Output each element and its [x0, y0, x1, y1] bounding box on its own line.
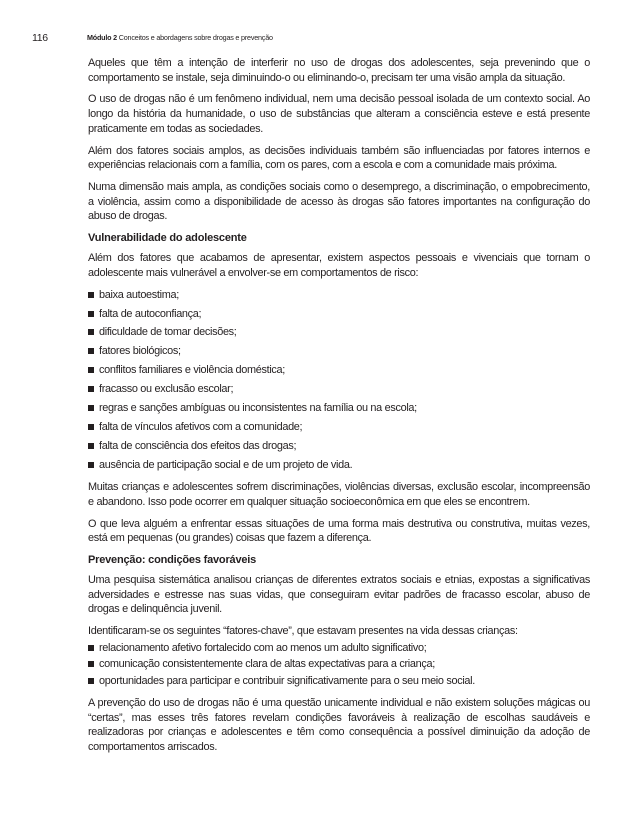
list-item-text: falta de vínculos afetivos com a comunidade;: [99, 421, 303, 434]
list-item: [88, 641, 590, 656]
section-heading-prevencao: Prevenção: condições favoráveis: [88, 554, 257, 567]
list-item: [88, 325, 590, 340]
square-bullet-icon: [88, 405, 94, 411]
running-head: [87, 32, 273, 44]
paragraph: O que leva alguém a enfrentar essas situações de uma forma mais destrutiva ou construtiva, muitas vezes, está em pequenas (ou grandes) coisas que fazem a diferença.: [88, 517, 590, 545]
list-item: [88, 307, 590, 322]
list-item: [88, 458, 590, 473]
section-heading-vulnerabilidade: Vulnerabilidade do adolescente: [88, 232, 247, 245]
key-factor-list: [88, 641, 590, 689]
paragraph: O uso de drogas não é um fenômeno individual, nem uma decisão pessoal isolada de um contexto social. Ao longo da história da humanidade, o uso de substâncias que alteram a consciência esteve e está presente praticamente em todas as sociedades.: [88, 93, 590, 135]
paragraph: Aqueles que têm a intenção de interferir no uso de drogas dos adolescentes, seja prevenindo que o comportamento se instale, seja diminuindo-o ou eliminando-o, precisam ter uma visão ampla da situação.: [88, 57, 590, 84]
paragraph: A prevenção do uso de drogas não é uma questão unicamente individual e não existem soluções mágicas ou “certas”, mas esses três fatores revelam condições favoráveis à realização de escolhas saudáveis e realizadoras por crianças e adolescentes e têm como consequência a possível diminuição da adoção de comportamentos arriscados.: [88, 697, 590, 753]
list-item: [88, 382, 590, 397]
list-item-text: falta de consciência dos efeitos das drogas;: [99, 440, 297, 453]
square-bullet-icon: [88, 329, 94, 335]
list-item: [88, 344, 590, 359]
list-item-text: conflitos familiares e violência doméstica;: [99, 364, 285, 377]
list-item-text: falta de autoconfiança;: [99, 307, 202, 320]
square-bullet-icon: [88, 462, 94, 468]
risk-factor-list: [88, 288, 590, 473]
list-item-text: regras e sanções ambíguas ou inconsistentes na família ou na escola;: [99, 402, 417, 415]
list-item: [88, 401, 590, 416]
square-bullet-icon: [88, 645, 94, 651]
list-item-text: ausência de participação social e de um projeto de vida.: [99, 459, 353, 472]
module-subtitle: Conceitos e abordagens sobre drogas e prevenção: [118, 33, 273, 42]
square-bullet-icon: [88, 661, 94, 667]
list-item: [88, 657, 590, 672]
list-item-text: relacionamento afetivo fortalecido com ao menos um adulto significativo;: [99, 641, 427, 654]
paragraph: Além dos fatores sociais amplos, as decisões individuais também são influenciadas por fatores internos e experiências relacionais com a família, com os pares, com a escola e com a comunidade mais próxima.: [88, 144, 590, 172]
list-item-text: oportunidades para participar e contribuir significativamente para o seu meio social.: [99, 674, 475, 687]
list-item-text: comunicação consistentemente clara de altas expectativas para a criança;: [99, 658, 435, 671]
page-body: [88, 56, 590, 762]
list-item: [88, 420, 590, 435]
paragraph: Uma pesquisa sistemática analisou crianças de diferentes extratos sociais e etnias, expostas a significativas adversidades e estresse nas suas vidas, que conseguiram evitar padrões de fracasso escolar, abuso de drogas e delinquência juvenil.: [88, 574, 590, 616]
paragraph: Além dos fatores que acabamos de apresentar, existem aspectos pessoais e vivenciais que tornam o adolescente mais vulnerável a envolver-se em comportamentos de risco:: [88, 252, 590, 279]
square-bullet-icon: [88, 367, 94, 373]
square-bullet-icon: [88, 292, 94, 298]
list-item: [88, 439, 590, 454]
list-item-text: dificuldade de tomar decisões;: [99, 326, 237, 339]
list-item: [88, 288, 590, 303]
paragraph: Muitas crianças e adolescentes sofrem discriminações, violências diversas, exclusão escolar, incompreensão e abandono. Isso pode ocorrer em qualquer situação socioeconômica em que eles se encontrem.: [88, 481, 590, 508]
list-item-text: baixa autoestima;: [99, 288, 179, 301]
square-bullet-icon: [88, 311, 94, 317]
list-item: [88, 674, 590, 689]
paragraph: Identificaram-se os seguintes “fatores-chave”, que estavam presentes na vida dessas crianças:: [88, 625, 518, 638]
square-bullet-icon: [88, 386, 94, 392]
page-header: [32, 32, 598, 46]
list-item: [88, 363, 590, 378]
paragraph: Numa dimensão mais ampla, as condições sociais como o desemprego, a discriminação, o empobrecimento, a violência, assim como a disponibilidade de acesso às drogas são fatores importantes na configuração do abuso de drogas.: [88, 181, 590, 223]
square-bullet-icon: [88, 424, 94, 430]
square-bullet-icon: [88, 348, 94, 354]
list-item-text: fracasso ou exclusão escolar;: [99, 383, 234, 396]
square-bullet-icon: [88, 443, 94, 449]
square-bullet-icon: [88, 678, 94, 684]
module-label: Módulo 2: [87, 33, 117, 42]
page-number: 116: [32, 32, 48, 44]
list-item-text: fatores biológicos;: [99, 345, 181, 358]
